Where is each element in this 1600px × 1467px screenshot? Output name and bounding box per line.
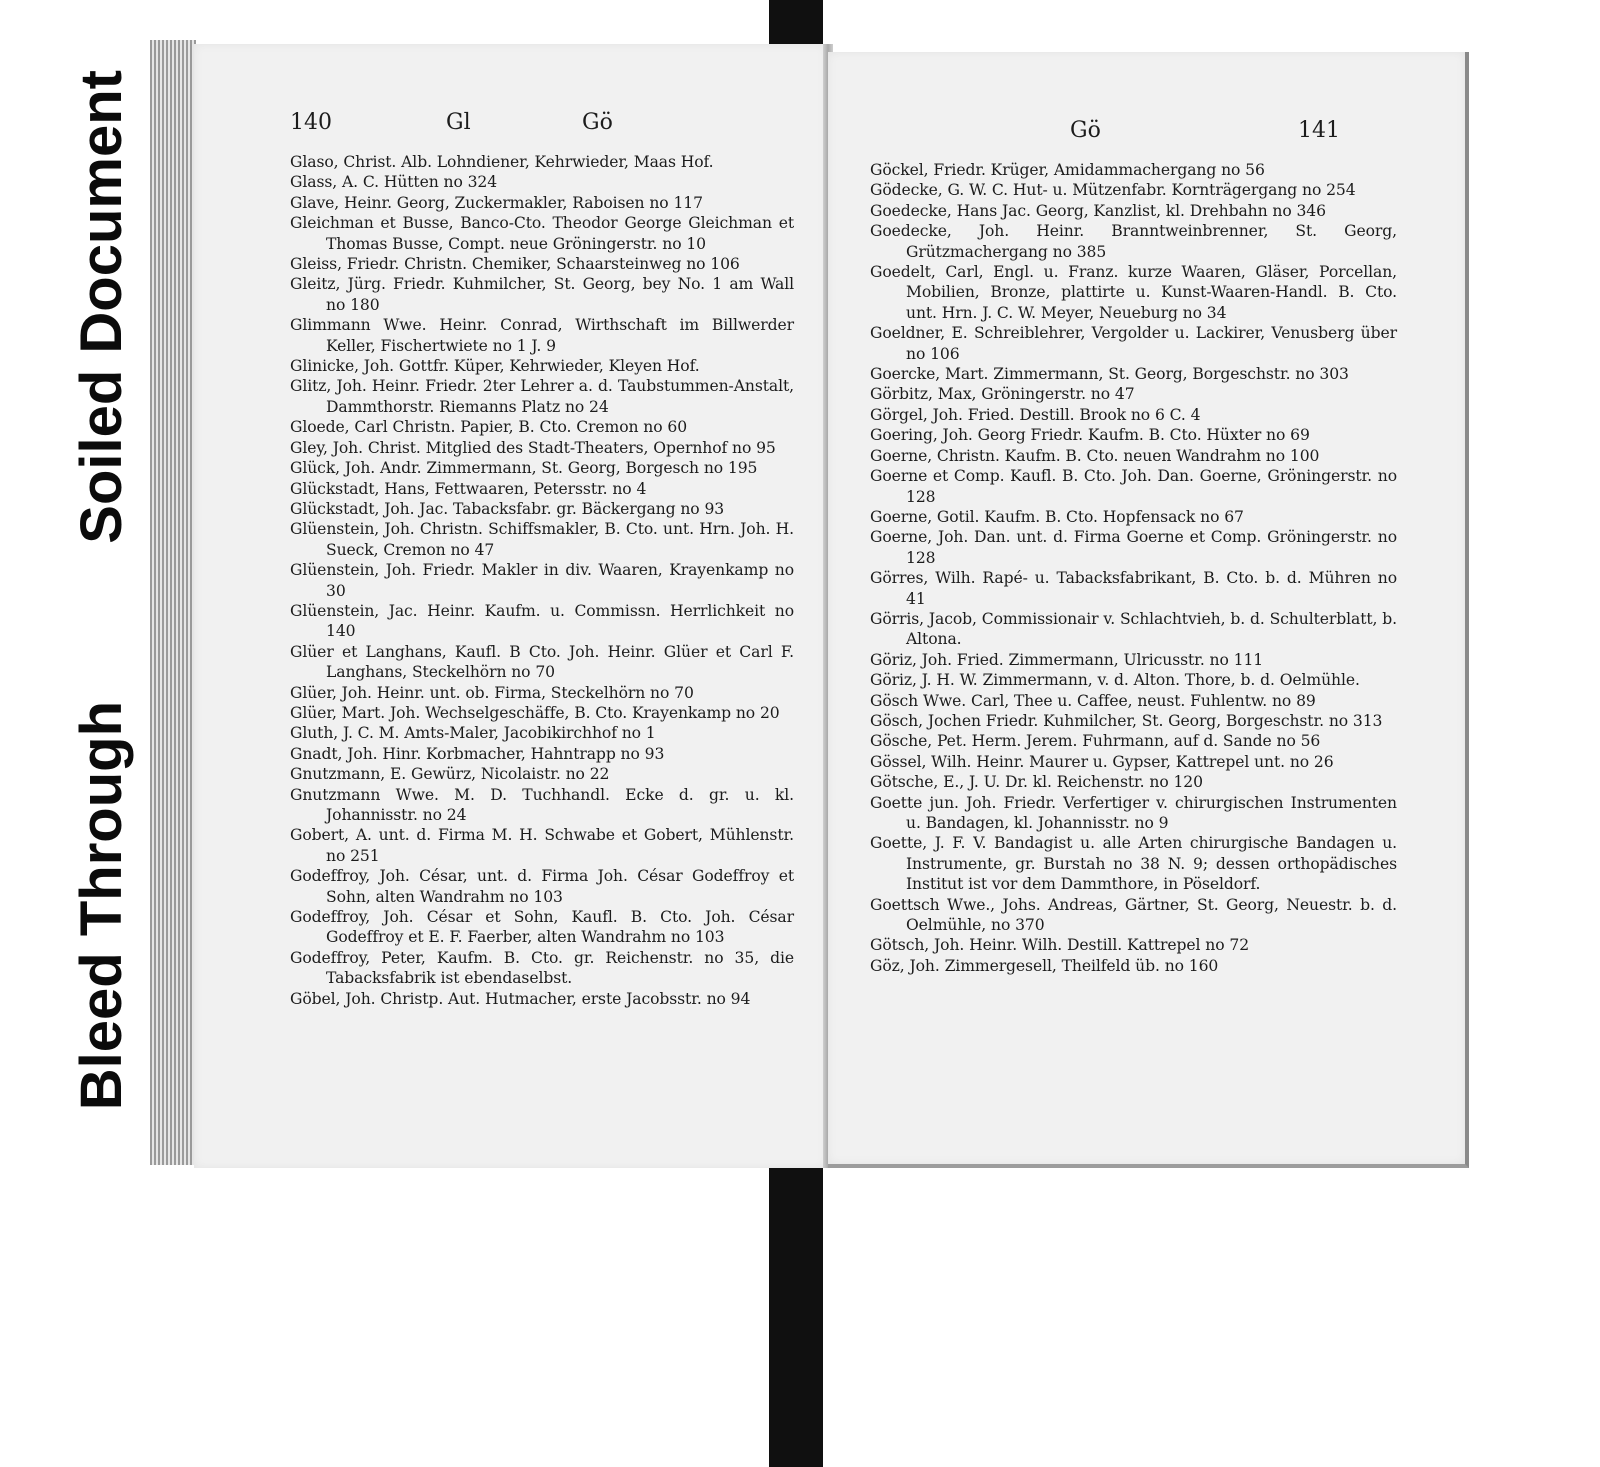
running-head-left: Gl xyxy=(446,110,471,135)
directory-entry: Glüer, Mart. Joh. Wechselgeschäffe, B. Cto. Krayenkamp no 20 xyxy=(290,703,780,722)
directory-entry: Gnutzmann Wwe. M. D. Tuchhandl. Ecke d. gr. u. kl. Johannisstr. no 24 xyxy=(290,785,794,824)
directory-entry: Gleiss, Friedr. Christn. Chemiker, Schaarsteinweg no 106 xyxy=(290,255,740,274)
running-head-center: Gö xyxy=(1070,118,1101,143)
directory-entry: Göz, Joh. Zimmergesell, Theilfeld üb. no 160 xyxy=(870,956,1219,975)
directory-entry: Glüenstein, Joh. Friedr. Makler in div. Waaren, Krayenkamp no 30 xyxy=(290,561,794,600)
directory-entry: Gleitz, Jürg. Friedr. Kuhmilcher, St. Georg, bey No. 1 am Wall no 180 xyxy=(290,275,794,314)
directory-entry: Gödecke, G. W. C. Hut- u. Mützenfabr. Kornträgergang no 254 xyxy=(870,181,1356,200)
right-page-header xyxy=(828,118,1465,158)
directory-entry: Godeffroy, Peter, Kaufm. B. Cto. gr. Reichenstr. no 35, die Tabacksfabrik ist ebendaselbst. xyxy=(290,948,794,988)
directory-entry: Glaso, Christ. Alb. Lohndiener, Kehrwieder, Maas Hof. xyxy=(290,153,714,171)
running-head-right: Gö xyxy=(582,110,613,135)
directory-entry: Göriz, J. H. W. Zimmermann, v. d. Alton. Thore, b. d. Oelmühle. xyxy=(870,671,1360,690)
directory-entry: Görgel, Joh. Fried. Destill. Brook no 6 C. 4 xyxy=(870,405,1201,424)
directory-entry: Glass, A. C. Hütten no 324 xyxy=(290,173,498,192)
directory-entry: Glüenstein, Jac. Heinr. Kaufm. u. Commissn. Herrlichkeit no 140 xyxy=(290,601,794,641)
page-number: 140 xyxy=(290,110,332,135)
directory-entries-left xyxy=(290,152,794,1009)
book-page-edges xyxy=(150,40,196,1165)
directory-entry: Glimmann Wwe. Heinr. Conrad, Wirthschaft im Billwerder Keller, Fischertwiete no 1 J. 9 xyxy=(290,316,794,355)
directory-entry: Glüer et Langhans, Kaufl. B Cto. Joh. Heinr. Glüer et Carl F. Langhans, Steckelhörn no 70 xyxy=(290,642,794,682)
directory-entry: Glüenstein, Joh. Christn. Schiffsmakler, B. Cto. unt. Hrn. Joh. H. Sueck, Cremon no 47 xyxy=(290,520,794,559)
directory-entry: Gloede, Carl Christn. Papier, B. Cto. Cremon no 60 xyxy=(290,418,688,437)
directory-entry: Goettsch Wwe., Johs. Andreas, Gärtner, St. Georg, Neuestr. b. d. Oelmühle, no 370 xyxy=(870,895,1397,935)
directory-entry: Göckel, Friedr. Krüger, Amidammachergang no 56 xyxy=(870,161,1265,179)
directory-entry: Goedelt, Carl, Engl. u. Franz. kurze Waaren, Gläser, Porcellan, Mobilien, Bronze, plattirte u. Kunst-Waaren-Handl. B. Cto. unt. Hrn. J. C. W. Meyer, Neueburg no 34 xyxy=(870,263,1397,322)
directory-entry: Göriz, Joh. Fried. Zimmermann, Ulricusstr. no 111 xyxy=(870,650,1264,669)
spine-strap-bottom xyxy=(769,1160,823,1467)
directory-entry: Gluth, J. C. M. Amts-Maler, Jacobikirchhof no 1 xyxy=(290,724,656,743)
directory-entry: Goerne, Joh. Dan. unt. d. Firma Goerne et Comp. Gröningerstr. no 128 xyxy=(870,528,1397,567)
directory-entry: Glüer, Joh. Heinr. unt. ob. Firma, Steckelhörn no 70 xyxy=(290,683,694,702)
directory-entry: Gley, Joh. Christ. Mitglied des Stadt-Theaters, Opernhof no 95 xyxy=(290,438,776,457)
directory-entry: Gösch Wwe. Carl, Thee u. Caffee, neust. Fuhlentw. no 89 xyxy=(870,691,1316,710)
directory-entries-right xyxy=(870,160,1397,976)
directory-entry: Goerne, Gotil. Kaufm. B. Cto. Hopfensack no 67 xyxy=(870,507,1244,526)
left-page-header xyxy=(194,110,826,150)
directory-entry: Goeldner, E. Schreiblehrer, Vergolder u. Lackirer, Venusberg über no 106 xyxy=(870,324,1397,363)
directory-entry: Gösche, Pet. Herm. Jerem. Fuhrmann, auf d. Sande no 56 xyxy=(870,732,1321,751)
directory-entry: Glückstadt, Hans, Fettwaaren, Petersstr. no 4 xyxy=(290,479,647,498)
directory-entry: Goedecke, Joh. Heinr. Branntweinbrenner, St. Georg, Grützmachergang no 385 xyxy=(870,222,1397,261)
directory-entry: Görris, Jacob, Commissionair v. Schlachtvieh, b. d. Schulterblatt, b. Altona. xyxy=(870,609,1397,649)
directory-entry: Gleichman et Busse, Banco-Cto. Theodor George Gleichman et Thomas Busse, Compt. neue Gröningerstr. no 10 xyxy=(290,214,794,253)
side-label-strip xyxy=(58,70,146,1110)
directory-entry: Gösch, Jochen Friedr. Kuhmilcher, St. Georg, Borgeschstr. no 313 xyxy=(870,711,1383,730)
directory-entry: Görres, Wilh. Rapé- u. Tabacksfabrikant, B. Cto. b. d. Mühren no 41 xyxy=(870,569,1397,608)
directory-entry: Godeffroy, Joh. César, unt. d. Firma Joh. César Godeffroy et Sohn, alten Wandrahm no 103 xyxy=(290,867,794,906)
right-page xyxy=(828,52,1469,1168)
directory-entry: Götsch, Joh. Heinr. Wilh. Destill. Kattrepel no 72 xyxy=(870,936,1250,955)
directory-entry: Görbitz, Max, Gröningerstr. no 47 xyxy=(870,385,1135,404)
directory-entry: Goercke, Mart. Zimmermann, St. Georg, Borgeschstr. no 303 xyxy=(870,365,1349,384)
directory-entry: Gnadt, Joh. Hinr. Korbmacher, Hahntrapp no 93 xyxy=(290,744,665,763)
left-page xyxy=(194,44,827,1168)
soiled-document-label: Soiled Document xyxy=(69,70,134,544)
directory-entry: Goedecke, Hans Jac. Georg, Kanzlist, kl. Drehbahn no 346 xyxy=(870,201,1326,220)
directory-entry: Gobert, A. unt. d. Firma M. H. Schwabe et Gobert, Mühlenstr. no 251 xyxy=(290,826,794,865)
page-number: 141 xyxy=(1298,118,1340,143)
directory-entry: Gnutzmann, E. Gewürz, Nicolaistr. no 22 xyxy=(290,765,610,784)
directory-entry: Glave, Heinr. Georg, Zuckermakler, Raboisen no 117 xyxy=(290,193,703,212)
directory-entry: Glückstadt, Joh. Jac. Tabacksfabr. gr. Bäckergang no 93 xyxy=(290,499,725,518)
directory-entry: Godeffroy, Joh. César et Sohn, Kaufl. B. Cto. Joh. César Godeffroy et E. F. Faerber, alten Wandrahm no 103 xyxy=(290,908,794,947)
directory-entry: Götsche, E., J. U. Dr. kl. Reichenstr. no 120 xyxy=(870,773,1203,792)
directory-entry: Glitz, Joh. Heinr. Friedr. 2ter Lehrer a. d. Taubstummen-Anstalt, Dammthorstr. Riemanns Platz no 24 xyxy=(290,377,794,416)
directory-entry: Goerne, Christn. Kaufm. B. Cto. neuen Wandrahm no 100 xyxy=(870,446,1320,465)
directory-entry: Goerne et Comp. Kaufl. B. Cto. Joh. Dan. Goerne, Gröningerstr. no 128 xyxy=(870,467,1397,506)
bleed-through-label: Bleed Through xyxy=(69,700,134,1110)
directory-entry: Glinicke, Joh. Gottfr. Küper, Kehrwieder, Kleyen Hof. xyxy=(290,357,700,376)
directory-entry: Gössel, Wilh. Heinr. Maurer u. Gypser, Kattrepel unt. no 26 xyxy=(870,752,1334,771)
directory-entry: Goette, J. F. V. Bandagist u. alle Arten chirurgische Bandagen u. Instrumente, gr. Burstah no 38 N. 9; dessen orthopädisches Institut ist vor dem Dammthore, in Pöseldorf. xyxy=(870,834,1397,894)
directory-entry: Glück, Joh. Andr. Zimmermann, St. Georg, Borgesch no 195 xyxy=(290,459,758,478)
directory-entry: Göbel, Joh. Christp. Aut. Hutmacher, erste Jacobsstr. no 94 xyxy=(290,989,751,1008)
directory-entry: Goering, Joh. Georg Friedr. Kaufm. B. Cto. Hüxter no 69 xyxy=(870,426,1310,445)
directory-entry: Goette jun. Joh. Friedr. Verfertiger v. chirurgischen Instrumenten u. Bandagen, kl. Johannisstr. no 9 xyxy=(870,793,1397,832)
